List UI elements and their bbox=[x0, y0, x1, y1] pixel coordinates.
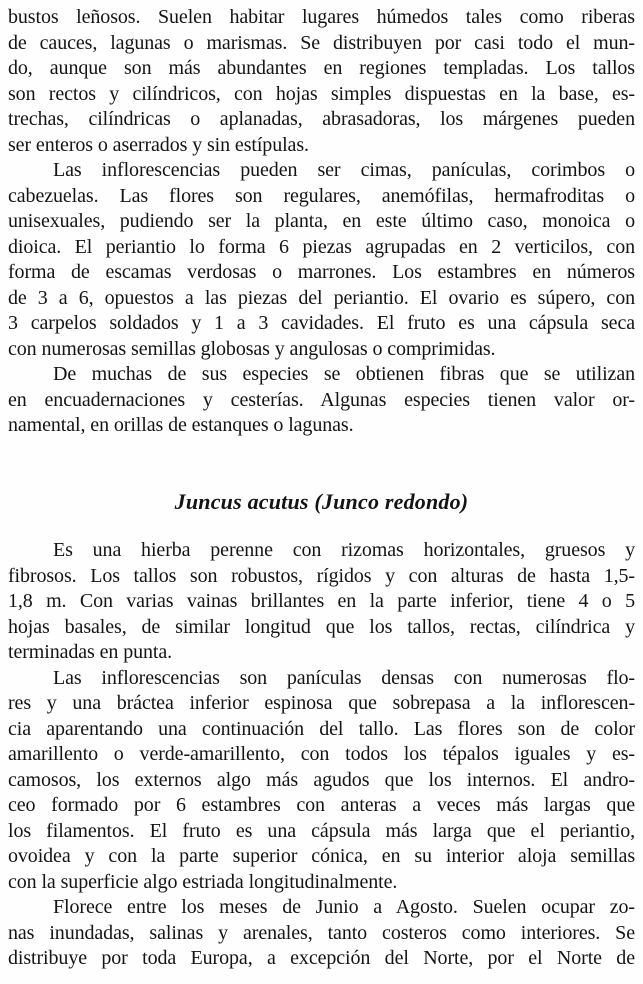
text-line: de cauces, lagunas o marismas. Se distribuyen por casi todo el mun- bbox=[8, 31, 635, 54]
paragraph-inflorescencias-especie bbox=[8, 666, 635, 896]
text-line: distribuye por toda Europa, a excepción del Norte, por el Norte de bbox=[8, 947, 635, 969]
text-line: los filamentos. El fruto es una cápsula más larga que el periantio, bbox=[8, 819, 635, 842]
text-line: son rectos y cilíndricos, con hojas simples dispuestas en la base, es- bbox=[8, 82, 635, 105]
text-line: amarillento o verde-amarillento, con todos los tépalos iguales y es- bbox=[8, 743, 635, 765]
text-line: unisexuales, pudiendo ser la planta, en este último caso, monoica o bbox=[8, 210, 635, 232]
section-heading: Juncus acutus (Junco redondo) bbox=[174, 488, 469, 514]
paragraph-descripcion bbox=[8, 538, 635, 666]
text-line: ser enteros o aserrados y sin estípulas. bbox=[8, 133, 309, 156]
text-line: fibrosos. Los tallos son robustos, rígidos y con alturas de hasta 1,5- bbox=[8, 564, 635, 587]
text-line: nas inundadas, salinas y arenales, tanto costeros como interiores. Se bbox=[8, 921, 635, 944]
text-line: camosos, los externos algo más agudos que los internos. El andro- bbox=[8, 768, 635, 791]
text-line: cia aparentando una continuación del tallo. Las flores son de color bbox=[8, 717, 635, 740]
text-line: ovoidea y con la parte superior cónica, en su interior aloja semillas bbox=[8, 845, 635, 867]
text-line: Las inflorescencias son panículas densas con numerosas flo- bbox=[53, 666, 635, 689]
text-line: Las inflorescencias pueden ser cimas, panículas, corimbos o bbox=[53, 159, 635, 181]
text-line: hojas basales, de similar longitud que los tallos, rectas, cilíndrica y bbox=[8, 615, 635, 638]
text-line: bustos leñosos. Suelen habitar lugares húmedos tales como riberas bbox=[8, 6, 635, 28]
text-line: terminadas en punta. bbox=[8, 641, 173, 663]
text-line: De muchas de sus especies se obtienen fibras que se utilizan bbox=[53, 363, 635, 385]
text-line: 3 carpelos soldados y 1 a 3 cavidades. El fruto es una cápsula seca bbox=[8, 312, 635, 334]
text-line: con numerosas semillas globosas y angulosas o comprimidas. bbox=[8, 337, 496, 360]
text-line: namental, en orillas de estanques o lagunas. bbox=[8, 414, 354, 436]
text-line: dioica. El periantio lo forma 6 piezas agrupadas en 2 verticilos, con bbox=[8, 235, 635, 258]
paragraph-usos bbox=[8, 362, 635, 439]
text-line: en encuadernaciones y cesterías. Algunas especies tienen valor or- bbox=[8, 388, 635, 411]
text-line: con la superficie algo estriada longitudinalmente. bbox=[8, 870, 398, 893]
text-line: cabezuelas. Las flores son regulares, anemófilas, hermafroditas o bbox=[8, 184, 635, 207]
paragraph-inflorescencias-familia bbox=[8, 158, 635, 362]
paragraph-floracion-distribucion bbox=[8, 895, 635, 972]
paragraph-juncaceae-intro bbox=[8, 5, 635, 158]
text-line: res y una bráctea inferior espinosa que sobrepasa a la inflorescen- bbox=[8, 692, 635, 714]
text-line: 1,8 m. Con varias vainas brillantes en la parte inferior, tiene 4 o 5 bbox=[8, 590, 635, 612]
text-line: Florece entre los meses de Junio a Agosto. Suelen ocupar zo- bbox=[53, 896, 635, 918]
text-line: do, aunque son más abundantes en regiones templadas. Los tallos bbox=[8, 57, 635, 79]
text-line: ceo formado por 6 estambres con anteras a veces más largas que bbox=[8, 794, 635, 816]
text-line: de 3 a 6, opuestos a las piezas del periantio. El ovario es súpero, con bbox=[8, 286, 635, 309]
text-line: Es una hierba perenne con rizomas horizontales, gruesos y bbox=[53, 539, 635, 561]
text-line: forma de escamas verdosas o marrones. Los estambres en números bbox=[8, 261, 635, 283]
text-line: trechas, cilíndricas o aplanadas, abrasadoras, los márgenes pueden bbox=[8, 108, 635, 130]
